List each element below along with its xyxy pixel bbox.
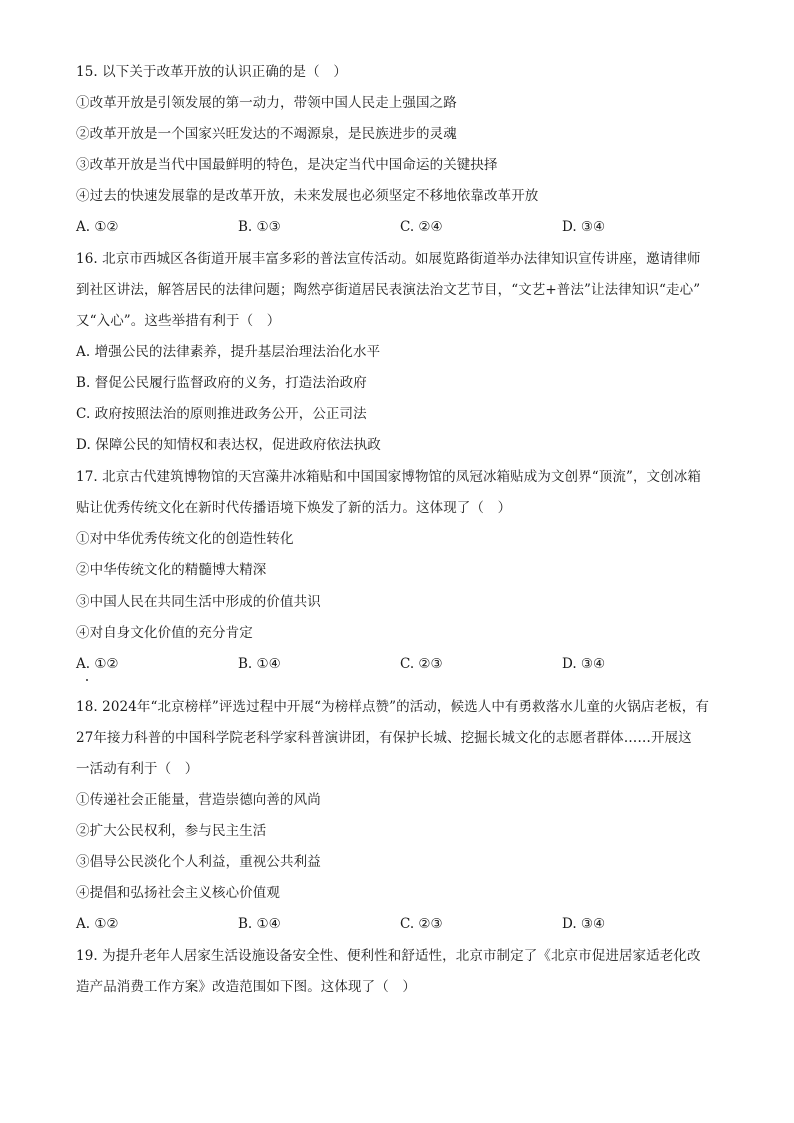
q15-item-3: ③改革开放是当代中国最鲜明的特色，是决定当代中国命运的关键抉择 (76, 157, 498, 173)
q18-item-1: ①传递社会正能量，营造崇德向善的风尚 (76, 792, 321, 808)
q17-options (0, 654, 794, 674)
q18-option-c: C. ②③ (400, 916, 443, 932)
q15-item-1: ①改革开放是引领发展的第一动力，带领中国人民走上强国之路 (76, 95, 457, 111)
q17-item-4: ④对自身文化价值的充分肯定 (76, 625, 253, 641)
q15-item-4: ④过去的快速发展靠的是改革开放，未来发展也必须坚定不移地依靠改革开放 (76, 188, 539, 204)
q16-stem-line-2: 到社区讲法，解答居民的法律问题；陶然亭街道居民表演法治文艺节目，“文艺+普法”让法律知识“走心” (76, 282, 701, 298)
q18-option-a: A. ①② (76, 916, 119, 932)
q18-options (0, 914, 794, 934)
q18-option-d: D. ③④ (562, 916, 606, 932)
q16-option-c: C. 政府按照法治的原则推进政务公开，公正司法 (76, 406, 367, 422)
q17-option-c: C. ②③ (400, 656, 443, 672)
q18-stem-line-2: 27年接力科普的中国科学院老科学家科普演讲团，有保护长城、挖掘长城文化的志愿者群体……开展这 (76, 730, 692, 746)
q19-stem-line-1: 19. 为提升老年人居家生活设施设备安全性、便利性和舒适性，北京市制定了《北京市促进居家适老化改 (76, 948, 701, 964)
q16-option-d: D. 保障公民的知情权和表达权，促进政府依法执政 (76, 437, 381, 453)
q18-item-2: ②扩大公民权利，参与民主生活 (76, 823, 267, 839)
q18-option-b: B. ①④ (238, 916, 281, 932)
q18-stem-line-1: 18. 2024年“北京榜样”评选过程中开展“为榜样点赞”的活动，候选人中有勇救落水儿童的火锅店老板，有 (76, 699, 709, 715)
q17-item-2: ②中华传统文化的精髓博大精深 (76, 562, 267, 578)
q18-item-3: ③倡导公民淡化个人利益，重视公共利益 (76, 854, 321, 870)
q15-options (0, 217, 794, 237)
q15-option-b: B. ①③ (238, 219, 281, 235)
q16-stem-line-3: 又“入心”。这些举措有利于（ ） (76, 313, 281, 329)
q17-option-b: B. ①④ (238, 656, 281, 672)
q16-stem-line-1: 16. 北京市西城区各街道开展丰富多彩的普法宣传活动。如展览路街道举办法律知识宣传讲座，邀请律师 (76, 251, 701, 267)
q17-stem-line-1: 17. 北京古代建筑博物馆的天宫藻井冰箱贴和中国国家博物馆的凤冠冰箱贴成为文创界“顶流”，文创冰箱 (76, 469, 701, 485)
q15-option-c: C. ②④ (400, 219, 443, 235)
q17-option-d: D. ③④ (562, 656, 606, 672)
q17-stem-line-2: 贴让优秀传统文化在新时代传播语境下焕发了新的活力。这体现了（ ） (76, 500, 512, 516)
q15-option-d: D. ③④ (562, 219, 606, 235)
q19-stem-line-2: 造产品消费工作方案》改造范围如下图。这体现了（ ） (76, 979, 416, 995)
q17-item-1: ①对中华优秀传统文化的创造性转化 (76, 531, 294, 547)
q15-option-a: A. ①② (76, 219, 119, 235)
q15-stem: 15. 以下关于改革开放的认识正确的是（ ） (76, 64, 347, 80)
q17-option-a: A. ①② (76, 656, 119, 672)
q18-stem-line-3: 一活动有利于（ ） (76, 761, 199, 777)
q16-option-b: B. 督促公民履行监督政府的义务，打造法治政府 (76, 375, 367, 391)
stray-mark (86, 679, 88, 681)
q16-option-a: A. 增强公民的法律素养，提升基层治理法治化水平 (76, 344, 381, 360)
q18-item-4: ④提倡和弘扬社会主义核心价值观 (76, 885, 280, 901)
q15-item-2: ②改革开放是一个国家兴旺发达的不竭源泉，是民族进步的灵魂 (76, 126, 457, 142)
q17-item-3: ③中国人民在共同生活中形成的价值共识 (76, 594, 321, 610)
